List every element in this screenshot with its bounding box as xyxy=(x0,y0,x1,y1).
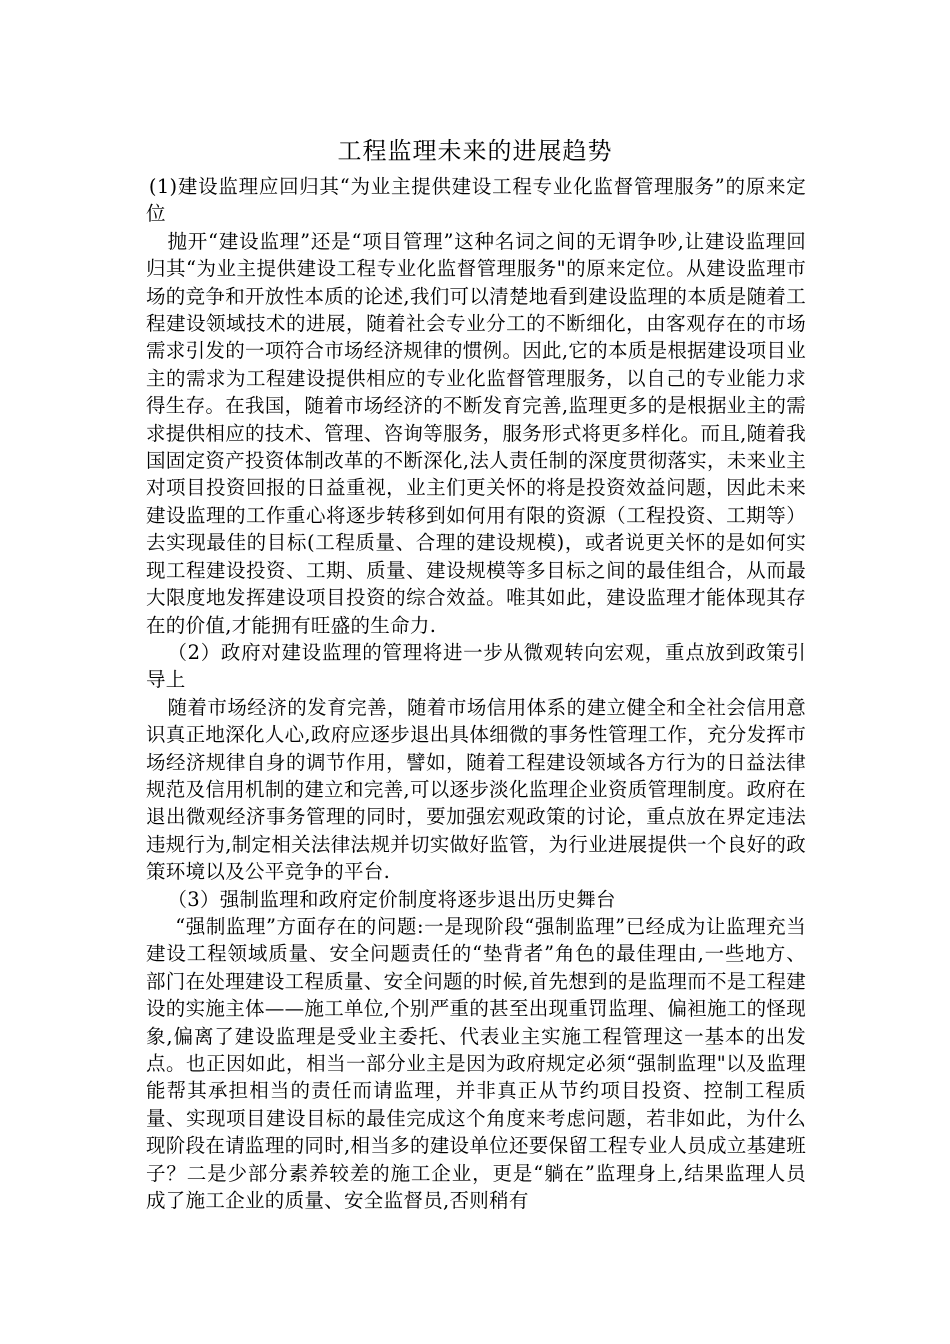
paragraph-1: 抛开“建设监理”还是“项目管理”这种名词之间的无谓争吵,让建设监理回归其“为业主提供建设工程专业化监督管理服务"的原来定位。从建设监理市场的竞争和开放性本质的论述,我们可以清楚地看到建设监理的本质是随着工程建设领域技术的进展，随着社会专业分工的不断细化，由客观存在的市场需求引发的一项符合市场经济规律的惯例。因此,它的本质是根据建设项目业主的需求为工程建设提供相应的专业化监督管理服务，以自己的专业能力求得生存。在我国，随着市场经济的不断发育完善,监理更多的是根据业主的需求提供相应的技术、管理、咨询等服务，服务形式将更多样化。而且,随着我国固定资产投资体制改革的不断深化,法人责任制的深度贯彻落实，未来业主对项目投资回报的日益重视，业主们更关怀的将是投资效益问题，因此未来建设监理的工作重心将逐步转移到如何用有限的资源（工程投资、工期等）去实现最佳的目标(工程质量、合理的建设规模)，或者说更关怀的是如何实现工程建设投资、工期、质量、建设规模等多目标之间的最佳组合，从而最大限度地发挥建设项目投资的综合效益。唯其如此，建设监理才能体现其存在的价值,才能拥有旺盛的生命力. xyxy=(146,229,806,637)
document-title: 工程监理未来的进展趋势 xyxy=(337,137,613,165)
paragraph-3: “强制监理”方面存在的问题:一是现阶段“强制监理”已经成为让监理充当建设工程领域质量、安全问题责任的“垫背者”角色的最佳理由,一些地方、部门在处理建设工程质量、安全问题的时候,首先想到的是监理而不是工程建设的实施主体——施工单位,个别严重的甚至出现重罚监理、偏袒施工的怪现象,偏离了建设监理是受业主委托、代表业主实施工程管理这一基本的出发点。也正因如此，相当一部分业主是因为政府规定必须“强制监理"以及监理能帮其承担相当的责任而请监理，并非真正从节约项目投资、控制工程质量、实现项目建设目标的最佳完成这个角度来考虑问题，若非如此，为什么现阶段在请监理的同时,相当多的建设单位还要保留工程专业人员成立基建班子？二是少部分素养较差的施工企业，更是“躺在”监理身上,结果监理人员成了施工企业的质量、安全监督员,否则稍有 xyxy=(146,914,806,1213)
paragraph-2: 随着市场经济的发育完善，随着市场信用体系的建立健全和全社会信用意识真正地深化人心,政府应逐步退出具体细微的事务性管理工作，充分发挥市场经济规律自身的调节作用，譬如，随着工程建设领域各方行为的日益法律规范及信用机制的建立和完善,可以逐步淡化监理企业资质管理制度。政府在退出微观经济事务管理的同时，要加强宏观政策的讨论，重点放在界定违法违规行为,制定相关法律法规并切实做好监管，为行业进展提供一个良好的政策环境以及公平竞争的平台. xyxy=(146,695,806,884)
section-heading-1: (1)建设监理应回归其“为业主提供建设工程专业化监督管理服务”的原来定位 xyxy=(146,175,806,226)
document-body xyxy=(146,173,806,1214)
section-heading-3: （3）强制监理和政府定价制度将逐步退出历史舞台 xyxy=(167,887,616,911)
section-heading-2: （2）政府对建设监理的管理将进一步从微观转向宏观，重点放到政策引导上 xyxy=(146,640,806,692)
